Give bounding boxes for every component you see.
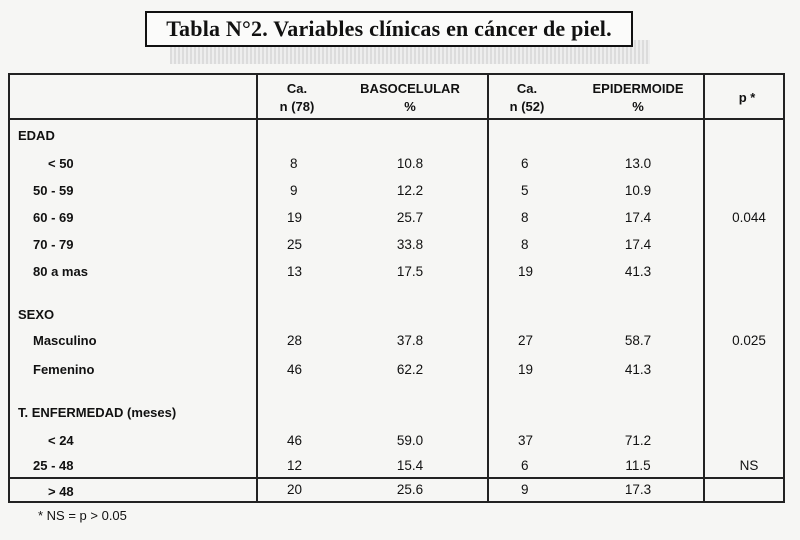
cell-n2: 19 [518,362,534,377]
cell-pct2: 10.9 [624,183,652,198]
cell-pct1: 12.2 [396,183,424,198]
table-title: Tabla N°2. Variables clínicas en cáncer de piel. [166,16,612,41]
section-label-edad: EDAD [18,128,55,143]
cell-n2: 9 [521,482,529,497]
column-divider-2 [487,73,489,503]
cell-pct2: 13.0 [624,156,652,171]
cell-n1: 46 [287,362,303,377]
cell-n1: 28 [287,333,303,348]
header-ca-n78-line2: n (78) [279,99,315,114]
header-basocelular: BASOCELULAR [360,81,460,96]
title-box [145,11,633,47]
cell-n1: 12 [287,458,303,473]
cell-pct2: 41.3 [624,362,652,377]
cell-p-value: 0.025 [732,333,766,348]
cell-pct2: 11.5 [625,458,651,473]
header-ca-n78-line1: Ca. [286,81,308,96]
row-label: 60 - 69 [33,210,74,225]
header-p-value: p * [738,90,756,105]
cell-pct2: 58.7 [624,333,652,348]
cell-n1: 25 [287,237,303,252]
cell-n2: 8 [521,210,529,225]
header-basocelular-pct: % [404,99,416,114]
row-label: Masculino [33,333,97,348]
cell-n2: 5 [521,183,529,198]
column-divider-1 [256,73,258,503]
cell-n2: 27 [518,333,534,348]
cell-pct1: 62.2 [396,362,424,377]
cell-p-value: NS [739,458,759,473]
cell-pct1: 17.5 [396,264,424,279]
cell-pct2: 17.3 [624,482,652,497]
cell-n1: 13 [287,264,303,279]
cell-n1: 46 [287,433,303,448]
cell-pct1: 10.8 [396,156,424,171]
row-label: 70 - 79 [33,237,74,252]
bottom-divider [8,477,785,479]
column-divider-3 [703,73,705,503]
cell-pct2: 41.3 [624,264,652,279]
row-label: 80 a mas [33,264,88,279]
cell-pct1: 15.4 [396,458,424,473]
row-label: 25 - 48 [33,458,74,473]
cell-n1: 8 [290,156,298,171]
cell-pct1: 59.0 [396,433,424,448]
header-epidermoide-pct: % [632,99,644,114]
cell-pct1: 37.8 [396,333,424,348]
cell-pct1: 25.7 [396,210,424,225]
header-epidermoide: EPIDERMOIDE [592,81,684,96]
cell-pct1: 25.6 [396,482,424,497]
cell-pct1: 33.8 [396,237,424,252]
cell-n2: 37 [518,433,534,448]
cell-n2: 6 [521,156,529,171]
cell-n2: 8 [521,237,529,252]
header-ca-n52-line2: n (52) [509,99,545,114]
header-divider [8,118,785,120]
cell-p-value: 0.044 [732,210,766,225]
cell-pct2: 17.4 [624,237,652,252]
cell-n2: 19 [518,264,534,279]
footnote: * NS = p > 0.05 [38,508,127,523]
row-label: < 50 [48,156,74,171]
row-label: > 48 [48,484,74,499]
row-label: < 24 [48,433,74,448]
header-ca-n52-line1: Ca. [516,81,538,96]
cell-pct2: 71.2 [624,433,652,448]
cell-n1: 19 [287,210,303,225]
cell-pct2: 17.4 [624,210,652,225]
cell-n1: 9 [290,183,298,198]
section-label-t-enfermedad: T. ENFERMEDAD (meses) [18,405,177,420]
cell-n2: 6 [521,458,529,473]
row-label: Femenino [33,362,95,377]
cell-n1: 20 [287,482,303,497]
section-label-sexo: SEXO [18,307,55,322]
row-label: 50 - 59 [33,183,74,198]
